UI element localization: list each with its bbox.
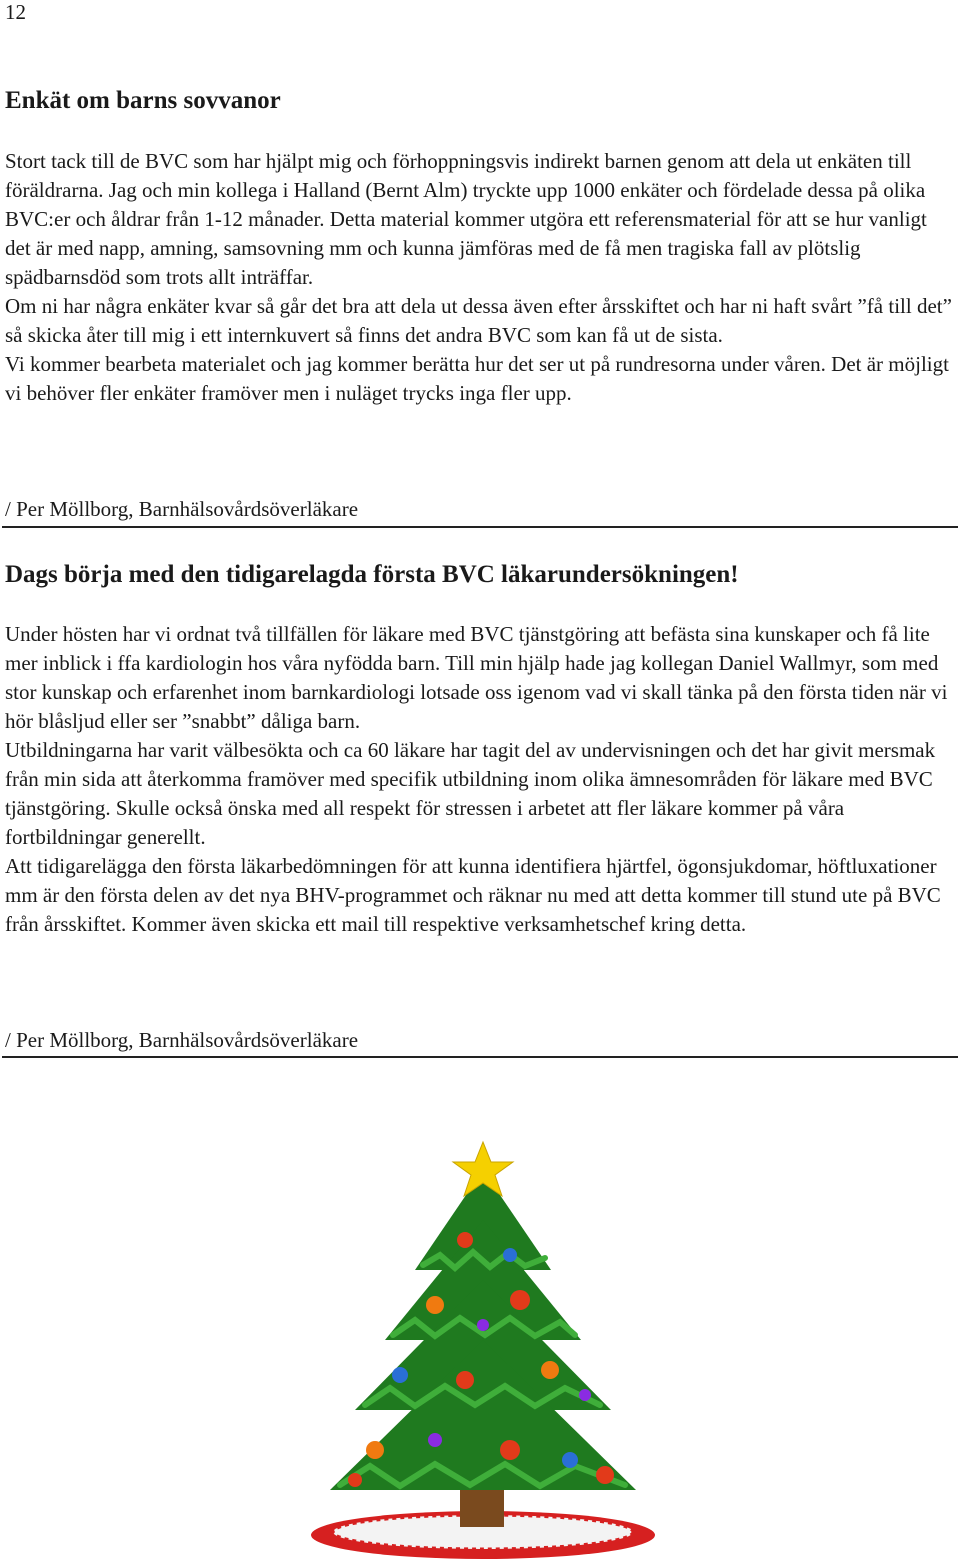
paragraph: Utbildningarna har varit välbesökta och ca 60 läkare har tagit del av undervisningen och det har givit mersmak från min sida att återkomma framöver med specifik utbildning inom olika ämnesområden för läkare med BVC tjänstgöring. Skulle också önska med all respekt för stressen i arbetet att fler läkare kommer på våra fortbildningar generellt. (5, 738, 936, 849)
signature: / Per Möllborg, Barnhälsovårdsöverläkare (5, 497, 359, 521)
christmas-tree-icon (305, 1140, 665, 1560)
article-first-exam (5, 560, 955, 590)
article-title: Enkät om barns sovvanor (5, 87, 281, 114)
tree-trunk (460, 1485, 504, 1527)
paragraph: Stort tack till de BVC som har hjälpt mig och förhoppningsvis indirekt barnen genom att dela ut enkäten till föräldrarna. Jag och min kollega i Halland (Bernt Alm) tryckte upp 1000 enkäter och fördelade dessa på olika BVC:er och åldrar från 1-12 månader. Detta material kommer utgöra ett referensmaterial för att se hur vanligt det är med napp, amning, samsovning mm och kunna jämföras med de få men tragiska fall av plötslig spädbarnsdöd som trots allt inträffar. (5, 149, 927, 289)
paragraph: Att tidigarelägga den första läkarbedömningen för att kunna identifiera hjärtfel, ögonsjukdomar, höftluxationer mm är den första delen av det nya BHV-programmet och räknar nu med att detta kommer till stund ute på BVC från årsskiftet. Kommer även skicka ett mail till respektive verksamhetschef kring detta. (5, 854, 941, 936)
divider (2, 1056, 958, 1058)
paragraph: Vi kommer bearbeta materialet och jag kommer berätta hur det ser ut på rundresorna under våren. Det är möjligt vi behöver fler enkäter framöver men i nuläget trycks inga fler upp. (5, 352, 949, 405)
article-sleep-survey (5, 86, 955, 116)
article-sleep-survey-body (5, 147, 955, 408)
paragraph: Under hösten har vi ordnat två tillfällen för läkare med BVC tjänstgöring att befästa sina kunskaper och få lite mer inblick i ffa kardiologin hos våra nyfödda barn. Till min hjälp hade jag kollegan Daniel Wallmyr, som med stor kunskap och erfarenhet inom barnkardiologi lotsade oss igenom vad vi skall tänka på den första tiden när vi hör blåsljud eller ser ”snabbt” dåliga barn. (5, 622, 948, 733)
article-title: Dags börja med den tidigarelagda första BVC läkarundersökningen! (5, 561, 739, 588)
article-first-exam-body (5, 620, 955, 939)
paragraph: Om ni har några enkäter kvar så går det bra att dela ut dessa även efter årsskiftet och har ni haft svårt ”få till det” så skicka åter till mig i ett internkuvert så finns det andra BVC som kan få ut de sista. (5, 294, 952, 347)
signature: / Per Möllborg, Barnhälsovårdsöverläkare (5, 1028, 359, 1052)
page-number: 12 (5, 0, 26, 24)
divider (2, 526, 958, 528)
